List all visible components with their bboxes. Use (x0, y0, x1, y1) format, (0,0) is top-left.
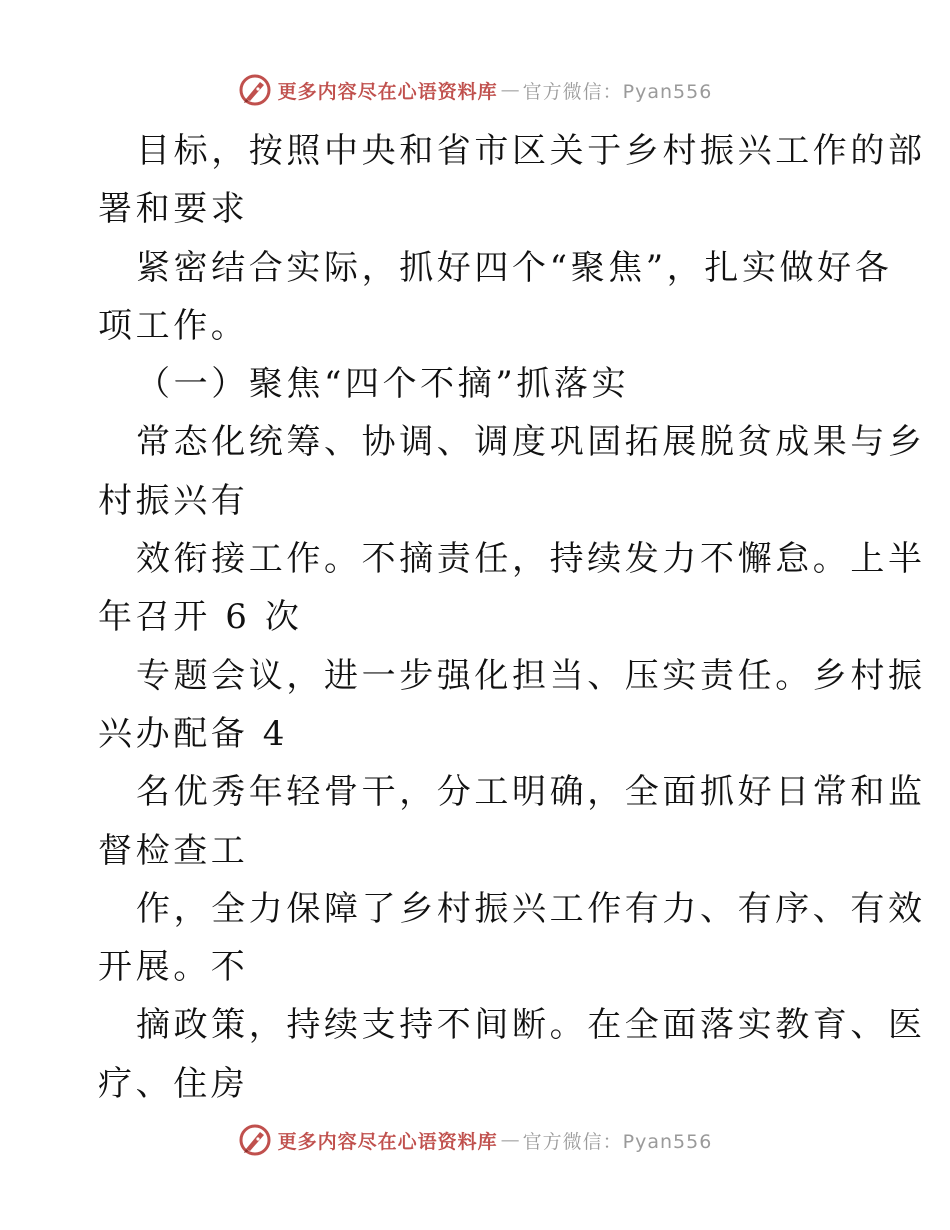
text-line: 开展。不 (98, 947, 249, 988)
watermark-separator: — (500, 1129, 520, 1151)
watermark-wechat-text: 官方微信：Pyan556 (522, 80, 713, 103)
text-line: 摘政策，持续支持不间断。在全面落实教育、医 (136, 1005, 926, 1046)
text-line: 专题会议，进一步强化担当、压实责任。乡村振 (136, 655, 926, 696)
red-pen-circle-icon (238, 73, 272, 107)
text-line: 署和要求 (98, 189, 249, 230)
text-line: 村振兴有 (98, 480, 249, 521)
text-line: 紧密结合实际，抓好四个“聚焦”，扎实做好各 (136, 247, 893, 288)
red-pen-circle-icon (238, 1123, 272, 1157)
text-line: 督检查工 (98, 830, 249, 871)
watermark-main-text: 更多内容尽在心语资料库 (277, 1130, 498, 1153)
text-line: 常态化统筹、协调、调度巩固拓展脱贫成果与乡 (136, 422, 926, 463)
footer-watermark-banner (0, 1120, 950, 1160)
text-line: 目标，按照中央和省市区关于乡村振兴工作的部 (136, 131, 926, 171)
text-line: 作，全力保障了乡村振兴工作有力、有序、有效 (136, 888, 926, 929)
watermark-main-text: 更多内容尽在心语资料库 (277, 80, 498, 103)
watermark-separator: — (500, 79, 520, 101)
text-line: 效衔接工作。不摘责任，持续发力不懈怠。上半 (136, 539, 926, 580)
text-line: 疗、住房 (98, 1063, 249, 1104)
text-line: 名优秀年轻骨干，分工明确，全面抓好日常和监 (136, 772, 926, 813)
text-line: 年召开 6 次 (98, 597, 303, 638)
header-watermark-banner (0, 70, 950, 110)
text-line: 项工作。 (98, 305, 249, 346)
section-heading: （一）聚焦“四个不摘”抓落实 (136, 364, 630, 405)
document-body (98, 122, 926, 1113)
watermark-wechat-text: 官方微信：Pyan556 (522, 1130, 713, 1153)
text-line: 兴办配备 4 (98, 713, 289, 754)
